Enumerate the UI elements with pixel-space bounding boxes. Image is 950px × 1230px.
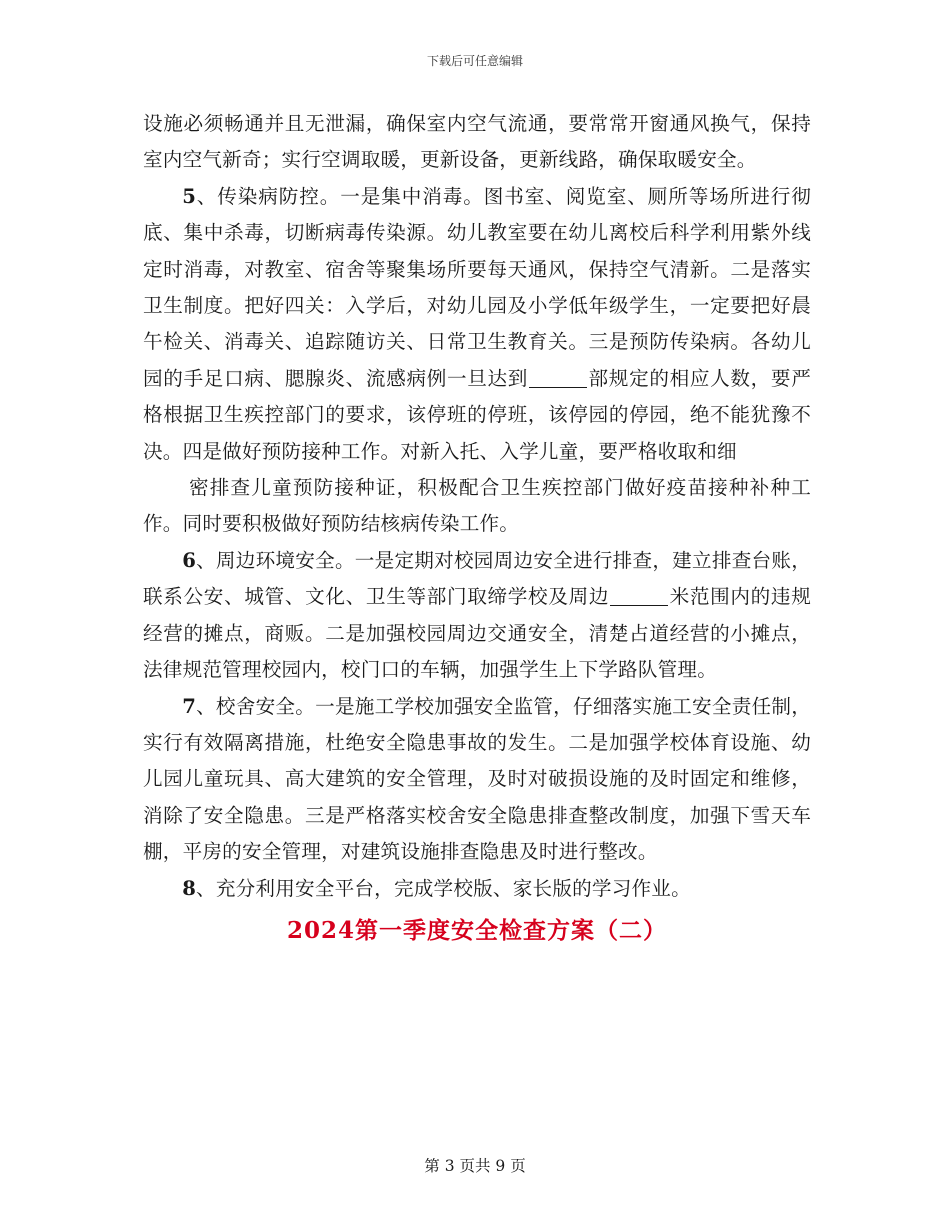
paragraph-5-text-a: 、传染病防控。一是集中消毒。图书室、阅览室、厕所等场所进行彻底、集中杀毒，切断病毒传染源。幼儿教室要在幼儿离校后科学利用紫外线定时消毒，对教室、宿舍等聚集场所要每天通风，保持空气清新。二是落实卫生制度。把好四关：入学后，对幼儿园及小学低年级学生，一定要把好晨午检关、消毒关、追踪随访关、日常卫生教育关。三是预防传染病。各幼儿园的手足口病、腮腺炎、流感病例一旦达到 [143, 184, 811, 390]
paragraph-5-text-b: 部规定的相应人数，要严格根据卫生疾控部门的要求，该停班的停班，该停园的停园，绝不能犹豫不决。四是做好预防接种工作。对新入托、入学儿童，要严格收取和细 [143, 366, 811, 463]
paragraph-5-continued: 密排查儿童预防接种证，积极配合卫生疾控部门做好疫苗接种补种工作。同时要积极做好预防结核病传染工作。 [143, 476, 811, 536]
paragraph-7-number: 7 [182, 694, 197, 718]
paragraph-5-number: 5 [182, 184, 197, 208]
fill-in-blank [529, 367, 587, 388]
paragraph-6-text-b: 米范围内的违规经营的摊点，商贩。二是加强校园周边交通安全，清楚占道经营的小摊点，法律规范管理校园内，校门口的车辆，加强学生上下学路队管理。 [143, 585, 811, 682]
section-heading: 2024第一季度安全检查方案（二） [286, 916, 667, 944]
page-footer-number: 第 3 页共 9 页 [424, 1157, 526, 1175]
paragraph-7-text: 、校舍安全。一是施工学校加强安全监管，仔细落实施工安全责任制，实行有效隔离措施，杜绝安全隐患事故的发生。二是加强学校体育设施、幼儿园儿童玩具、高大建筑的安全管理，及时对破损设施的及时固定和维修，消除了安全隐患。三是严格落实校舍安全隐患排查整改制度，加强下雪天车棚，平房的安全管理，对建筑设施排查隐患及时进行整改。 [143, 694, 811, 864]
paragraph-5 [143, 179, 811, 470]
paragraph-8-number: 8 [182, 876, 197, 900]
paragraph-6-text-a: 、周边环境安全。一是定期对校园周边安全进行排查，建立排查台账，联系公安、城管、文化、卫生等部门取缔学校及周边 [143, 548, 811, 609]
document-body [143, 106, 811, 951]
paragraph-continued: 设施必须畅通并且无泄漏，确保室内空气流通，要常常开窗通风换气，保持室内空气新奇；实行空调取暖，更新设备，更新线路，确保取暖安全。 [143, 112, 811, 172]
paragraph-6 [143, 543, 811, 689]
paragraph-8 [143, 871, 811, 907]
paragraph-8-text: 、充分利用安全平台，完成学校版、家长版的学习作业。 [196, 876, 691, 900]
page-header-note: 下载后可任意编辑 [426, 54, 523, 68]
paragraph-6-number: 6 [182, 548, 197, 572]
fill-in-blank [610, 586, 668, 607]
paragraph-7 [143, 689, 811, 871]
